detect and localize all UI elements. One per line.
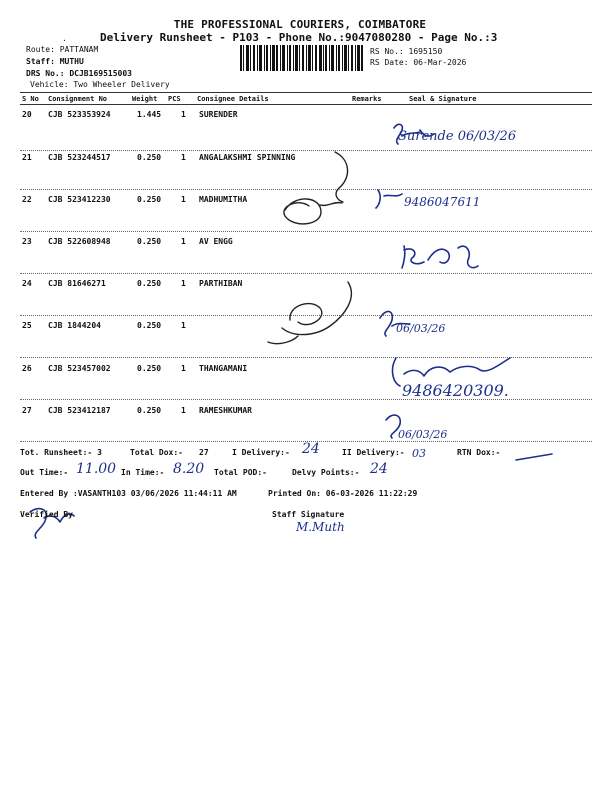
row-consignment: CJB 523244517 [48,153,111,162]
row-consignee: SURENDER [199,110,238,119]
printed-on: Printed On: 06-03-2026 11:22:29 [268,489,418,498]
in-time-label: In Time:- [121,468,165,477]
rs-no-value: 1695150 [408,47,443,56]
row-consignment: CJB 523353924 [48,110,111,119]
row-consignment: CJB 523412230 [48,195,111,204]
row-weight: 0.250 [137,279,162,288]
col-pcs: PCS [168,95,181,103]
row-consignee: THANGAMANI [199,364,248,373]
row-pcs: 1 [181,321,186,330]
row-consignee: PARTHIBAN [199,279,243,288]
row-weight: 1.445 [137,110,162,119]
row-weight: 0.250 [137,237,162,246]
staff-label: Staff: [26,57,55,66]
vehicle-value: Two Wheeler Delivery [73,80,170,89]
col-sno: S No [22,95,39,103]
row-pcs: 1 [181,195,186,204]
ii-delivery-value: 03 [412,447,426,460]
row-sno: 22 [22,195,32,204]
i-delivery-label: I Delivery:- [232,448,290,457]
col-remarks: Remarks [352,95,382,103]
row-pcs: 1 [181,153,186,162]
row-pcs: 1 [181,279,186,288]
rs-date-value: 06-Mar-2026 [413,58,467,67]
row-consignment: CJB 523412187 [48,406,111,415]
rtn-dox-stroke [516,454,552,460]
runsheet-title: Delivery Runsheet - P103 - Phone No.:9047080280 - Page No.:3 [100,31,498,44]
row26-phone-text: 9486420309. [402,381,509,400]
row-pcs: 1 [181,364,186,373]
col-consignment: Consignment No [48,95,108,103]
row-sno: 26 [22,364,32,373]
row-sno: 25 [22,321,32,330]
in-time-value: 8.20 [173,461,205,477]
row-consignee: AV ENGG [199,237,233,246]
staff-value: MUTHU [59,57,84,66]
row-sno: 27 [22,406,32,415]
row-consignment: CJB 1844204 [48,321,101,330]
row22-signature-stroke [284,199,342,224]
company-name: THE PROFESSIONAL COURIERS, COIMBATORE [173,18,427,31]
row-consignee: ANGALAKSHMI SPINNING [199,153,296,162]
tot-runsheet: Tot. Runsheet:- 3 [20,448,102,457]
rtn-dox-label: RTN Dox:- [457,448,501,457]
route-label: Route: [26,45,55,54]
entered-by: Entered By :VASANTH103 03/06/2026 11:44:11 AM [20,489,237,498]
row23-signature-stroke [402,246,478,268]
row21-signature-stroke [335,152,348,202]
row27-date-text: 06/03/26 [398,428,448,441]
out-time-label: Out Time:- [20,468,69,477]
row22-hand-stroke [376,190,402,208]
i-delivery-value: 24 [302,441,320,457]
rs-no-label: RS No.: [370,47,404,56]
row-consignment: CJB 522608948 [48,237,111,246]
col-seal: Seal & Signature [409,95,477,103]
rs-date-label: RS Date: [370,58,409,67]
drs-label: DRS No.: [26,69,65,78]
row-weight: 0.250 [137,321,162,330]
row25-date-text: 06/03/26 [396,322,446,335]
row-weight: 0.250 [137,153,162,162]
row-consignment: CJB 81646271 [48,279,106,288]
row-weight: 0.250 [137,406,162,415]
row24-signature-stroke [268,282,351,344]
out-time-value: 11.00 [76,461,117,477]
col-consignee: Consignee Details [197,95,269,103]
verified-by-label: Verified By [20,510,73,519]
row-weight: 0.250 [137,364,162,373]
drs-value: DCJB169515003 [69,69,132,78]
total-pod-label: Total POD:- [214,468,267,477]
row22-phone-text: 9486047611 [404,195,481,209]
vehicle-label: Vehicle: [30,80,69,89]
delvy-points-label: Delvy Points:- [292,468,360,477]
row-sno: 23 [22,237,32,246]
row-pcs: 1 [181,406,186,415]
staff-signature-hand: M.Muth [296,520,345,534]
row20-signature-text: Surende 06/03/26 [398,129,517,144]
row-sno: 24 [22,279,32,288]
row-consignment: CJB 523457002 [48,364,111,373]
staff-signature-label: Staff Signature [272,510,345,519]
total-dox-value: 27 [199,448,209,457]
delvy-points-value: 24 [370,461,388,477]
row-consignee: MADHUMITHA [199,195,248,204]
row-pcs: 1 [181,237,186,246]
total-dox-label: Total Dox:- [130,448,183,457]
route-value: PATTANAM [59,45,99,54]
dot-mark: . [62,34,67,43]
row-sno: 21 [22,153,32,162]
row-weight: 0.250 [137,195,162,204]
ii-delivery-label: II Delivery:- [342,448,405,457]
row-pcs: 1 [181,110,186,119]
row-consignee: RAMESHKUMAR [199,406,252,415]
col-weight: Weight [132,95,158,103]
row-sno: 20 [22,110,32,119]
